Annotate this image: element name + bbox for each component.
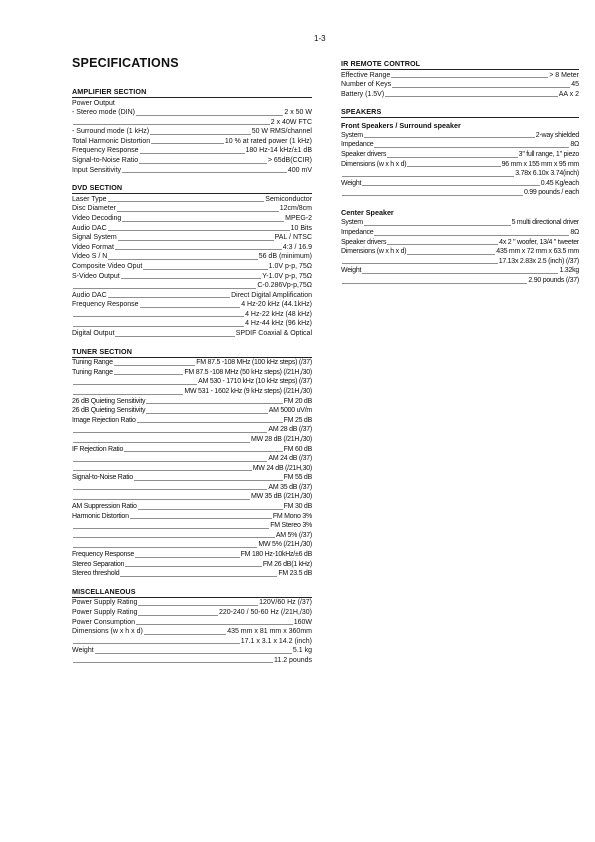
spec-row (72, 300, 312, 310)
spec-list (341, 71, 579, 100)
spec-row (72, 608, 312, 618)
dot-leader (374, 147, 569, 148)
spec-label: Tuning Range (72, 359, 113, 367)
spec-list (341, 218, 579, 285)
spec-row (72, 368, 312, 378)
spec-value: 8Ω (570, 229, 579, 237)
dot-leader (407, 166, 500, 167)
dot-leader (73, 643, 240, 644)
dot-leader (136, 115, 283, 116)
spec-list (72, 598, 312, 665)
spec-value: 8Ω (570, 141, 579, 149)
spec-row (72, 416, 312, 426)
amplifier-section (72, 87, 312, 175)
spec-value: 2-way shielded (535, 131, 579, 139)
spec-value: SPDIF Coaxial & Optical (235, 330, 312, 338)
spec-row (72, 560, 312, 570)
spec-label: Dimensions (w x h x d) (341, 160, 407, 168)
spec-label: Weight (341, 179, 362, 187)
dot-leader (73, 470, 252, 471)
dot-leader (73, 499, 250, 500)
spec-value: 1.0V p-p, 75Ω (268, 262, 312, 270)
section-title: MISCELLANEOUS (72, 587, 312, 598)
miscellaneous-section (72, 587, 312, 666)
dot-leader (73, 432, 267, 433)
dot-leader (73, 461, 267, 462)
spec-row (72, 464, 312, 474)
spec-row (72, 377, 312, 387)
spec-label: Power Supply Rating (72, 599, 138, 607)
dot-leader (138, 509, 283, 510)
dot-leader (108, 201, 265, 202)
spec-value: AM 530 - 1710 kHz (10 kHz steps) (/37) (198, 378, 312, 386)
spec-row (341, 179, 579, 189)
dot-leader (73, 442, 250, 443)
spec-value: 0.99 pounds / each (523, 189, 579, 197)
spec-row (72, 204, 312, 214)
spec-label: Disc Diameter (72, 205, 116, 213)
spec-row (341, 257, 579, 267)
spec-label: Impedance (341, 229, 374, 237)
spec-row (72, 483, 312, 493)
spec-label: Frequency Response (72, 147, 139, 155)
spec-value: 435 mm x 72 mm x 63.5 mm (496, 248, 579, 256)
spec-label: Digital Output (72, 330, 115, 338)
dot-leader (108, 297, 230, 298)
dot-leader (342, 283, 527, 284)
spec-label: Video Format (72, 243, 114, 251)
dot-leader (124, 451, 283, 452)
dot-leader (135, 557, 240, 558)
dot-leader (342, 263, 498, 264)
spec-row (72, 502, 312, 512)
dot-leader (385, 96, 558, 97)
spec-row (72, 637, 312, 647)
spec-row (72, 281, 312, 291)
dot-leader (364, 225, 511, 226)
spec-value: > 8 Meter (549, 71, 579, 79)
spec-value: 56 dB (minimum) (258, 253, 312, 261)
section-title: SPEAKERS (341, 107, 579, 118)
spec-value: 4:3 / 16.9 (282, 243, 312, 251)
spec-value: FM 20 dB (283, 397, 312, 405)
spec-value: FM Stereo 3% (270, 522, 312, 530)
spec-row (72, 627, 312, 637)
spec-row (341, 247, 579, 257)
spec-value: 0.45 Kg/each (540, 179, 579, 187)
spec-label: Weight (72, 647, 94, 655)
dot-leader (143, 269, 267, 270)
spec-row (72, 137, 312, 147)
spec-row (72, 214, 312, 224)
dot-leader (342, 195, 523, 196)
spec-value: > 65dB(CCIR) (267, 157, 312, 165)
spec-label: Laser Type (72, 195, 107, 203)
spec-value: AM 28 dB (/37) (268, 426, 312, 434)
spec-label: Input Sensitivity (72, 166, 122, 174)
spec-value: PAL / NTSC (274, 234, 312, 242)
spec-label: S-Video Output (72, 272, 120, 280)
dot-leader (95, 653, 292, 654)
spec-value: FM 87.5 -108 MHz (100 kHz steps) (/37) (196, 359, 312, 367)
spec-label: Video Decoding (72, 214, 122, 222)
spec-row (341, 228, 579, 238)
dot-leader (117, 211, 279, 212)
spec-value: 5 multi directional driver (511, 219, 579, 227)
dot-leader (120, 576, 277, 577)
spec-row (72, 252, 312, 262)
spec-label: Audio DAC (72, 224, 107, 232)
spec-value: 5.1 kg (292, 647, 312, 655)
spec-row (72, 618, 312, 628)
spec-value: 2 x 40W FTC (270, 118, 312, 126)
spec-value: 2 x 50 W (284, 109, 312, 117)
spec-label: Video S / N (72, 253, 108, 261)
spec-value: Semiconductor (265, 195, 312, 203)
dot-leader (391, 77, 548, 78)
spec-value: 4 Hz-22 kHz (48 kHz) (245, 310, 312, 318)
spec-row (341, 169, 579, 179)
spec-list (72, 195, 312, 339)
spec-row (341, 160, 579, 170)
spec-row (72, 454, 312, 464)
spec-value: 10 Bits (290, 224, 312, 232)
dot-leader (130, 518, 272, 519)
dot-leader (407, 254, 495, 255)
dot-leader (151, 143, 224, 144)
spec-label: Tuning Range (72, 368, 113, 376)
dot-leader (150, 134, 251, 135)
spec-row (72, 329, 312, 339)
spec-label: System (341, 131, 363, 139)
dot-leader (364, 137, 535, 138)
dot-leader (362, 273, 558, 274)
spec-row (341, 276, 579, 286)
spec-row (72, 108, 312, 118)
dot-leader (138, 605, 258, 606)
spec-label: Signal System (72, 234, 117, 242)
dot-leader (139, 163, 267, 164)
spec-row (72, 550, 312, 560)
spec-row (72, 127, 312, 137)
spec-value: AM 5% (/37) (275, 531, 312, 539)
dot-leader (73, 528, 269, 529)
spec-row (72, 118, 312, 128)
spec-value: 50 W RMS/channel (251, 128, 312, 136)
dot-leader (121, 278, 262, 279)
dot-leader (73, 384, 197, 385)
spec-value: 3" full range, 1" piezo (518, 150, 579, 158)
spec-label: Number of Keys (341, 81, 392, 89)
dot-leader (374, 235, 569, 236)
spec-value: 45 (571, 81, 579, 89)
dot-leader (134, 480, 283, 481)
spec-value: FM Mono 3% (272, 512, 312, 520)
spec-row (72, 272, 312, 282)
spec-row (72, 425, 312, 435)
dot-leader (114, 365, 196, 366)
dot-leader (108, 230, 290, 231)
spec-row (72, 156, 312, 166)
dot-leader (73, 288, 256, 289)
page-title: SPECIFICATIONS (72, 56, 179, 70)
spec-value: MW 28 dB (/21H,/30) (251, 435, 312, 443)
tuner-section (72, 347, 312, 579)
spec-label: Image Rejection Ratio (72, 416, 136, 424)
section-title: TUNER SECTION (72, 347, 312, 358)
spec-label: Weight (341, 267, 362, 275)
center-speaker-title: Center Speaker (341, 208, 394, 218)
spec-list (341, 131, 579, 198)
spec-value: AM 35 dB (/37) (268, 483, 312, 491)
spec-value: FM 87.5 -108 MHz (50 kHz steps) (/21H,/30) (184, 368, 312, 376)
dot-leader (73, 394, 183, 395)
dot-leader (146, 413, 267, 414)
spec-label: Harmonic Distortion (72, 512, 129, 520)
spec-value: FM 180 Hz-10kHz/±6 dB (240, 551, 312, 559)
dot-leader (140, 153, 245, 154)
spec-label: - Surround mode (1 kHz) (72, 128, 150, 136)
dot-leader (136, 624, 293, 625)
dot-leader (146, 403, 282, 404)
spec-label: AM Suppression Ratio (72, 503, 137, 511)
spec-label: Dimensions (w x h x d) (341, 248, 407, 256)
dot-leader (362, 185, 540, 186)
spec-row (72, 531, 312, 541)
spec-row (72, 224, 312, 234)
spec-value: MW 35 dB (/21H,/30) (251, 493, 312, 501)
spec-value: AA x 2 (558, 90, 579, 98)
spec-label: Power Output (72, 99, 115, 107)
front-speakers-title: Front Speakers / Surround speaker (341, 120, 461, 130)
spec-value: FM 26 dB(1 kHz) (262, 560, 312, 568)
spec-value: 180 Hz-14 kHz/±1 dB (245, 147, 312, 155)
spec-row (341, 266, 579, 276)
spec-row (72, 473, 312, 483)
spec-value: 11.2 pounds (273, 656, 312, 664)
spec-label: Frequency Response (72, 301, 139, 309)
spec-row (72, 262, 312, 272)
spec-value: 400 mV (287, 166, 312, 174)
spec-value: MW 24 dB (/21H,30) (252, 464, 312, 472)
spec-label: Impedance (341, 141, 374, 149)
spec-row (72, 445, 312, 455)
spec-row (72, 195, 312, 205)
spec-label: Power Supply Rating (72, 608, 138, 616)
spec-value: 96 mm x 155 mm x 95 mm (501, 160, 579, 168)
spec-row (341, 90, 579, 100)
spec-value: AM 24 dB (/37) (268, 455, 312, 463)
spec-label: Speaker drivers (341, 150, 387, 158)
dot-leader (392, 87, 570, 88)
dot-leader (115, 249, 282, 250)
dot-leader (122, 172, 287, 173)
spec-value: 2.90 pounds (/37) (528, 277, 579, 284)
spec-value: MPEG-2 (285, 214, 312, 222)
spec-value: 435 mm x 81 mm x 360mm (227, 628, 312, 636)
spec-label: Power Consumption (72, 618, 136, 626)
spec-value: C-0.286Vp-p,75Ω (257, 282, 312, 290)
spec-label: Total Harmonic Distortion (72, 137, 151, 145)
spec-value: 10 % at rated power (1 kHz) (224, 137, 312, 145)
spec-value: Direct Digital Amplification (231, 291, 312, 299)
dot-leader (118, 240, 274, 241)
spec-row (72, 512, 312, 522)
spec-row (72, 569, 312, 579)
spec-value: 12cm/8cm (279, 205, 312, 213)
dot-leader (138, 615, 218, 616)
dot-leader (73, 662, 273, 663)
section-title: IR REMOTE CONTROL (341, 59, 579, 70)
dot-leader (387, 157, 517, 158)
spec-value: FM 30 dB (283, 503, 312, 511)
spec-row (72, 166, 312, 176)
spec-row (341, 150, 579, 160)
dot-leader (115, 336, 234, 337)
spec-label: 26 dB Quieting Sensitivity (72, 407, 146, 415)
spec-value: 220-240 / 50-60 Hz (/21H,/30) (219, 608, 312, 616)
spec-row (72, 146, 312, 156)
spec-row (72, 291, 312, 301)
dot-leader (122, 221, 284, 222)
spec-label: Frequency Response (72, 551, 135, 559)
spec-row (72, 540, 312, 550)
spec-label: 26 dB Quieting Sensitivity (72, 397, 146, 405)
spec-label: Audio DAC (72, 291, 107, 299)
spec-row (341, 238, 579, 248)
spec-row (72, 492, 312, 502)
spec-row (341, 71, 579, 81)
spec-row (72, 598, 312, 608)
page-number: 1-3 (314, 34, 326, 43)
spec-row (72, 358, 312, 368)
spec-row (72, 656, 312, 666)
spec-value: 3.78x 6.10x 3.74(inch) (515, 170, 579, 178)
dot-leader (137, 422, 283, 423)
spec-list (72, 358, 312, 579)
dot-leader (73, 547, 257, 548)
spec-value: FM 55 dB (283, 474, 312, 482)
spec-row (341, 80, 579, 90)
dot-leader (342, 176, 514, 177)
spec-label: - Stereo mode (DIN) (72, 109, 136, 117)
dot-leader (144, 634, 226, 635)
dot-leader (73, 326, 244, 327)
spec-value: 160W (293, 618, 312, 626)
section-title: DVD SECTION (72, 183, 312, 194)
dot-leader (108, 259, 257, 260)
spec-label: Speaker drivers (341, 238, 387, 246)
spec-value: MW 531 - 1602 kHz (9 kHz steps) (/21H,/30) (184, 387, 312, 395)
spec-value: AM 5000 uV/m (268, 407, 312, 415)
spec-label: System (341, 219, 363, 227)
spec-value: Y-1.0V p-p, 75Ω (262, 272, 312, 280)
spec-row (341, 188, 579, 198)
dot-leader (140, 307, 241, 308)
spec-label: Signal-to-Noise Ratio (72, 157, 139, 165)
spec-value: 4 Hz-20 kHz (44.1kHz) (241, 301, 312, 309)
spec-row (341, 140, 579, 150)
section-title: AMPLIFIER SECTION (72, 87, 312, 98)
spec-row (72, 521, 312, 531)
spec-row (72, 646, 312, 656)
spec-value: 4x 2 " woofer, 13/4 " tweeter (499, 238, 579, 246)
speakers-section (341, 107, 579, 285)
spec-row (72, 310, 312, 320)
spec-label: Dimensions (w x h x d) (72, 628, 143, 636)
spec-value: 17.1 x 3.1 x 14.2 (inch) (240, 637, 312, 645)
left-column (72, 87, 312, 665)
spec-label: IF Rejection Ratio (72, 445, 124, 453)
spec-label: Stereo threshold (72, 570, 120, 578)
spec-row (72, 397, 312, 407)
spec-value: FM 60 dB (283, 445, 312, 453)
dvd-section (72, 183, 312, 338)
dot-leader (73, 316, 244, 317)
spec-value: MW 5% (/21H,/30) (258, 541, 312, 549)
spec-label: Signal-to-Noise Ratio (72, 474, 133, 482)
spec-row (72, 387, 312, 397)
spec-row (72, 243, 312, 253)
spec-value: FM 23.5 dB (278, 570, 312, 578)
spec-row (72, 435, 312, 445)
dot-leader (114, 374, 184, 375)
dot-leader (73, 489, 267, 490)
dot-leader (387, 244, 498, 245)
spec-value: 1.32kg (559, 267, 579, 275)
spec-list (72, 99, 312, 176)
spec-value: 17.13x 2.83x 2.5 (inch) (/37) (498, 257, 579, 265)
spec-row (72, 233, 312, 243)
spec-row (341, 131, 579, 141)
spec-label: Effective Range (341, 71, 391, 79)
spec-value: FM 25 dB (283, 416, 312, 424)
spec-label: Battery (1.5V) (341, 90, 385, 98)
spec-row (72, 406, 312, 416)
spec-value: 4 Hz-44 kHz (96 kHz) (245, 320, 312, 328)
spec-label: Stereo Separation (72, 560, 125, 568)
spec-row (72, 99, 312, 109)
dot-leader (125, 566, 262, 567)
spec-row (341, 218, 579, 228)
dot-leader (73, 537, 275, 538)
spec-value: 120V/60 Hz (/37) (259, 599, 312, 607)
ir-remote-section (341, 59, 579, 99)
spec-row (72, 319, 312, 329)
dot-leader (73, 124, 270, 125)
right-column (341, 59, 579, 286)
spec-label: Composite Video Oput (72, 262, 143, 270)
